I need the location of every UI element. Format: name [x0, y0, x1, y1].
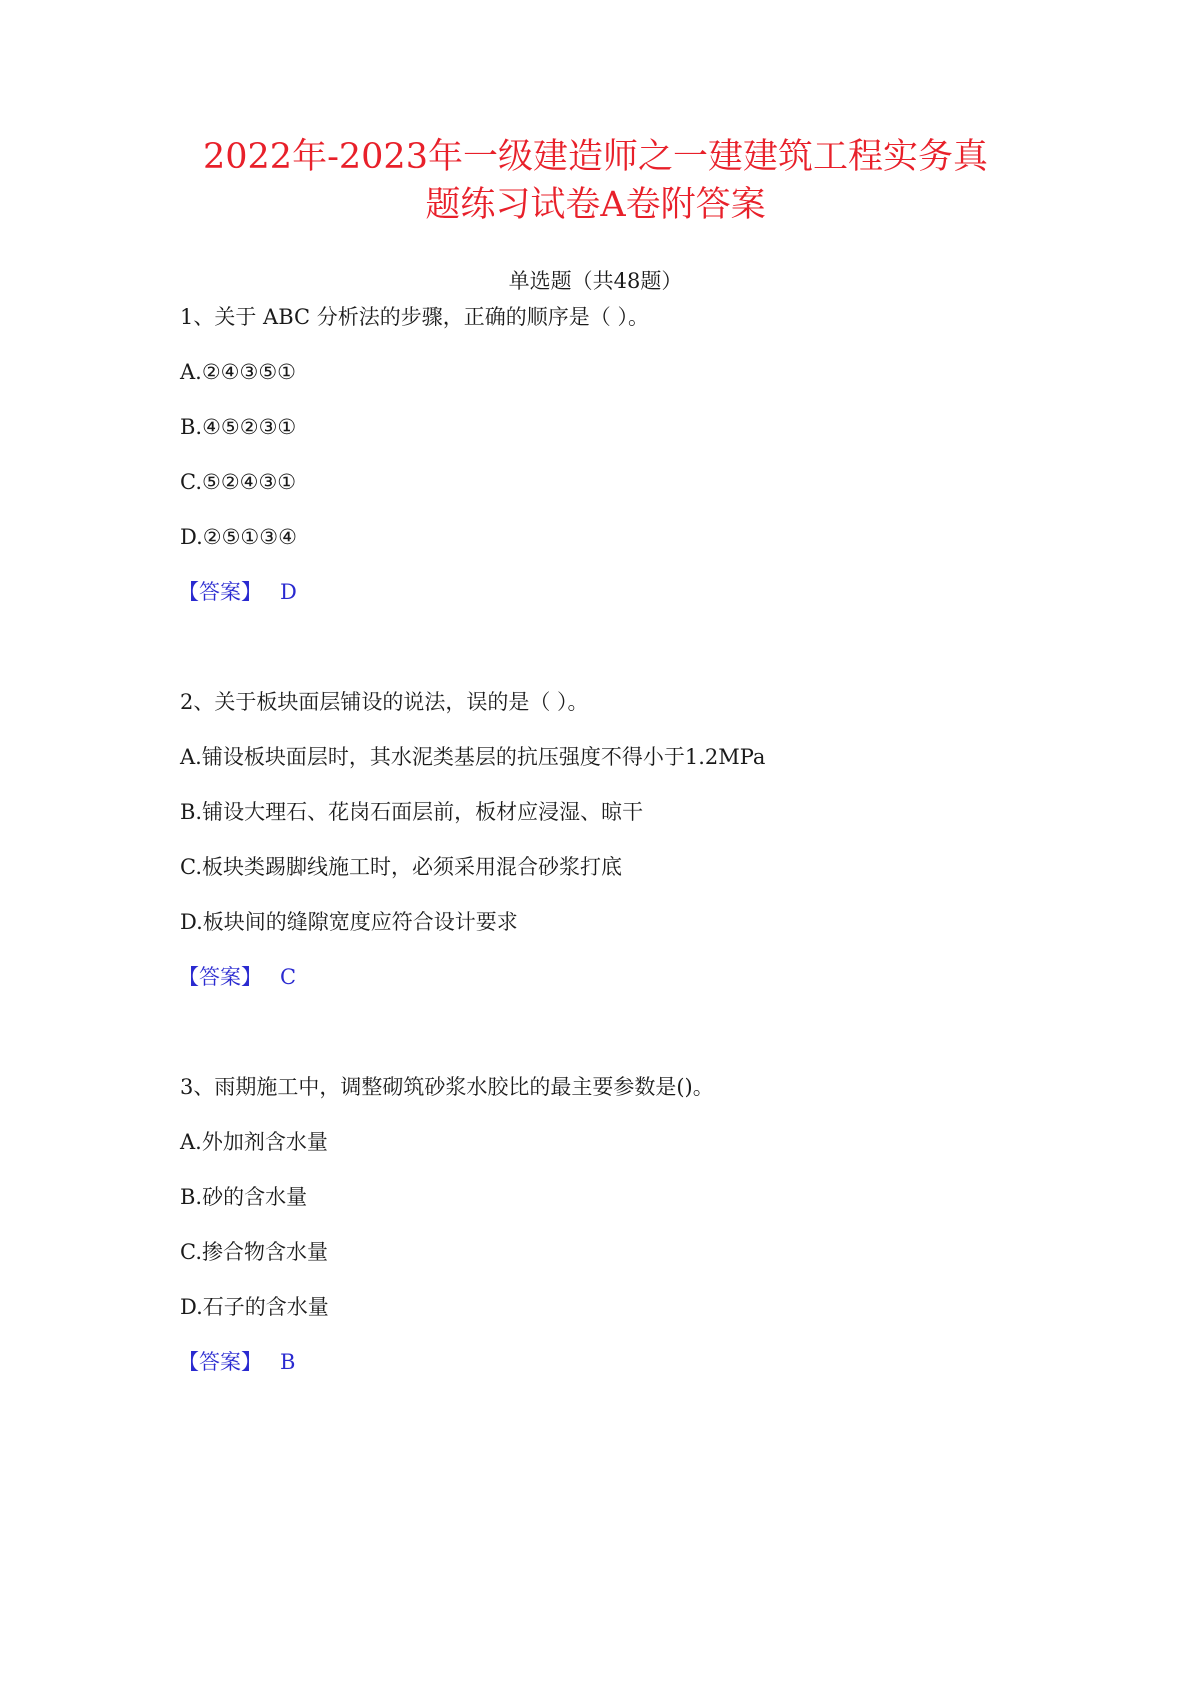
question-3-option-d: D.石子的含水量	[180, 1295, 329, 1319]
question-3-option-a: A.外加剂含水量	[180, 1130, 328, 1154]
answer-value: B	[280, 1350, 296, 1374]
question-1-answer	[178, 577, 297, 607]
answer-value: D	[280, 580, 297, 604]
question-3-option-b: B.砂的含水量	[180, 1185, 308, 1209]
question-3-stem: 3、雨期施工中，调整砌筑砂浆水胶比的最主要参数是()。	[180, 1075, 714, 1099]
question-2-option-d: D.板块间的缝隙宽度应符合设计要求	[180, 910, 518, 934]
question-1-option-c: C.⑤②④③①	[180, 470, 297, 494]
answer-label: 【答案】	[178, 580, 262, 604]
question-1-option-a: A.②④③⑤①	[180, 360, 296, 384]
question-2-stem: 2、关于板块面层铺设的说法，误的是（ ）。	[180, 690, 589, 714]
question-2-option-b: B.铺设大理石、花岗石面层前，板材应浸湿、晾干	[180, 800, 644, 824]
question-3-answer	[178, 1347, 295, 1377]
question-2-option-c: C.板块类踢脚线施工时，必须采用混合砂浆打底	[180, 855, 622, 879]
answer-label: 【答案】	[178, 965, 262, 989]
document-title-line2: 题练习试卷A卷附答案	[425, 185, 766, 225]
question-1-stem: 1、关于 ABC 分析法的步骤，正确的顺序是（ ）。	[180, 305, 649, 329]
question-1-option-b: B.④⑤②③①	[180, 415, 297, 439]
question-2-answer	[178, 962, 296, 992]
question-1-option-d: D.②⑤①③④	[180, 525, 297, 549]
section-heading: 单选题（共48题）	[508, 269, 683, 293]
question-3-option-c: C.掺合物含水量	[180, 1240, 328, 1264]
answer-value: C	[280, 965, 297, 989]
question-2-option-a: A.铺设板块面层时，其水泥类基层的抗压强度不得小于1.2MPa	[180, 745, 766, 769]
answer-label: 【答案】	[178, 1350, 262, 1374]
document-title-line1: 2022年-2023年一级建造师之一建建筑工程实务真	[203, 137, 988, 177]
